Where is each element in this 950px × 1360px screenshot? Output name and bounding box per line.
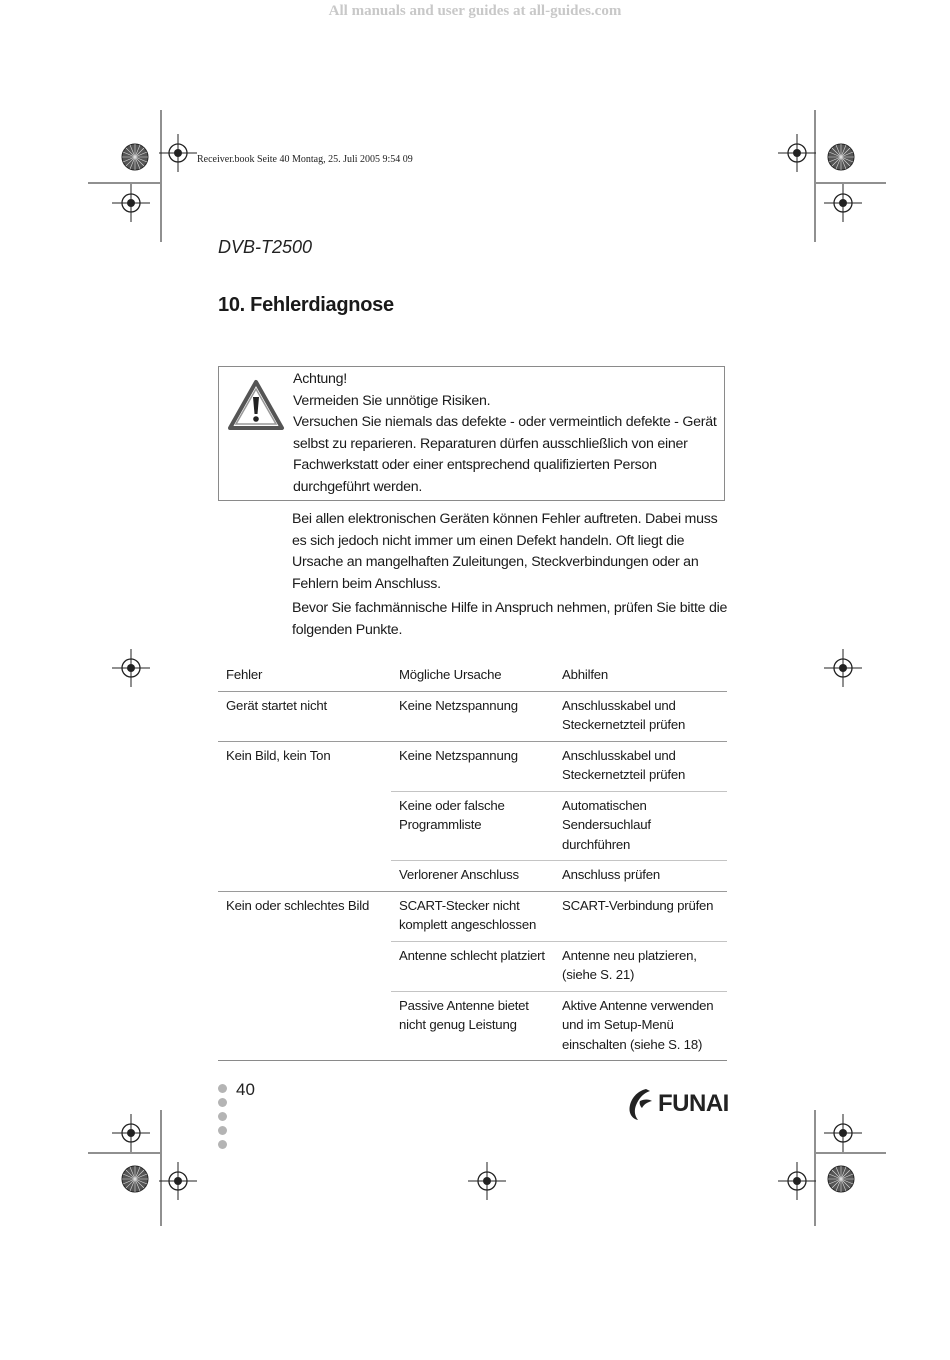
dot (218, 1126, 227, 1135)
brand-name: FUNAI (658, 1090, 729, 1117)
advice-paragraph: Bevor Sie fachmännische Hilfe in Anspruch nehmen, prüfen Sie bitte die folgenden Punkte. (292, 600, 728, 638)
troubleshooting-table (218, 662, 727, 1061)
dot (218, 1098, 227, 1107)
page-number: 40 (236, 1080, 255, 1099)
remedy-cell: Anschlusskabel und Steckernetzteil prüfen (554, 741, 727, 791)
warning-line: Vermeiden Sie unnötige Risiken. (293, 392, 491, 409)
warning-box (218, 366, 725, 501)
column-header: Mögliche Ursache (391, 662, 554, 691)
chapter-title: 10. Fehlerdiagnose (218, 294, 394, 316)
page-dots (218, 1084, 227, 1154)
dot (218, 1140, 227, 1149)
remedy-cell: SCART-Verbindung prüfen (554, 891, 727, 941)
warning-triangle-icon (227, 379, 285, 431)
dot (218, 1112, 227, 1121)
cause-cell: SCART-Stecker nicht komplett angeschlossen (391, 891, 554, 941)
table-row (218, 691, 727, 741)
cause-cell: Keine Netzspannung (391, 741, 554, 791)
cause-cell: Verlorener Anschluss (391, 861, 554, 892)
warning-heading: Achtung! (293, 371, 348, 387)
column-header: Fehler (218, 662, 391, 691)
intro-paragraph: Bei allen elektronischen Geräten können Fehler auftreten. Dabei muss es sich jedoch nicht immer um einen Defekt handeln. Oft liegt die Ursache an mangelhaften Zuleitungen, Steckverbindungen oder an Fehlern beim Anschluss. (292, 511, 718, 592)
table-row (218, 991, 727, 1061)
warning-text (293, 369, 721, 498)
model-name: DVB-T2500 (218, 237, 313, 257)
dot (218, 1084, 227, 1093)
table-row (218, 791, 727, 861)
fault-cell (218, 941, 391, 991)
column-header: Abhilfen (554, 662, 727, 691)
watermark: All manuals and user guides at all-guides.com (328, 3, 622, 19)
remedy-cell: Anschluss prüfen (554, 861, 727, 892)
cause-cell: Keine oder falsche Programmliste (391, 791, 554, 861)
table-header-row (218, 662, 727, 691)
fault-cell: Kein Bild, kein Ton (218, 741, 391, 791)
fault-cell: Kein oder schlechtes Bild (218, 891, 391, 941)
warning-line: Versuchen Sie niemals das defekte - oder vermeintlich defekte - Gerät selbst zu reparieren. Reparaturen dürfen ausschließlich von einer Fachwerkstatt oder einer entsprechend qualifizierten Person durchgeführt werden. (293, 414, 717, 495)
remedy-cell: Automatischen Sendersuchlauf durchführen (554, 791, 727, 861)
table-row (218, 941, 727, 991)
remedy-cell: Aktive Antenne verwenden und im Setup-Menü einschalten (siehe S. 18) (554, 991, 727, 1061)
fault-cell (218, 791, 391, 861)
fault-cell (218, 861, 391, 892)
fault-cell: Gerät startet nicht (218, 691, 391, 741)
table-row (218, 861, 727, 892)
funai-swirl-icon (624, 1087, 654, 1121)
fault-cell (218, 991, 391, 1061)
print-info: Receiver.book Seite 40 Montag, 25. Juli 2005 9:54 09 (197, 154, 413, 165)
brand-logo (624, 1087, 729, 1121)
table-row (218, 741, 727, 791)
cause-cell: Passive Antenne bietet nicht genug Leistung (391, 991, 554, 1061)
remedy-cell: Anschlusskabel und Steckernetzteil prüfen (554, 691, 727, 741)
remedy-cell: Antenne neu platzieren, (siehe S. 21) (554, 941, 727, 991)
table-row (218, 891, 727, 941)
cause-cell: Antenne schlecht platziert (391, 941, 554, 991)
cause-cell: Keine Netzspannung (391, 691, 554, 741)
